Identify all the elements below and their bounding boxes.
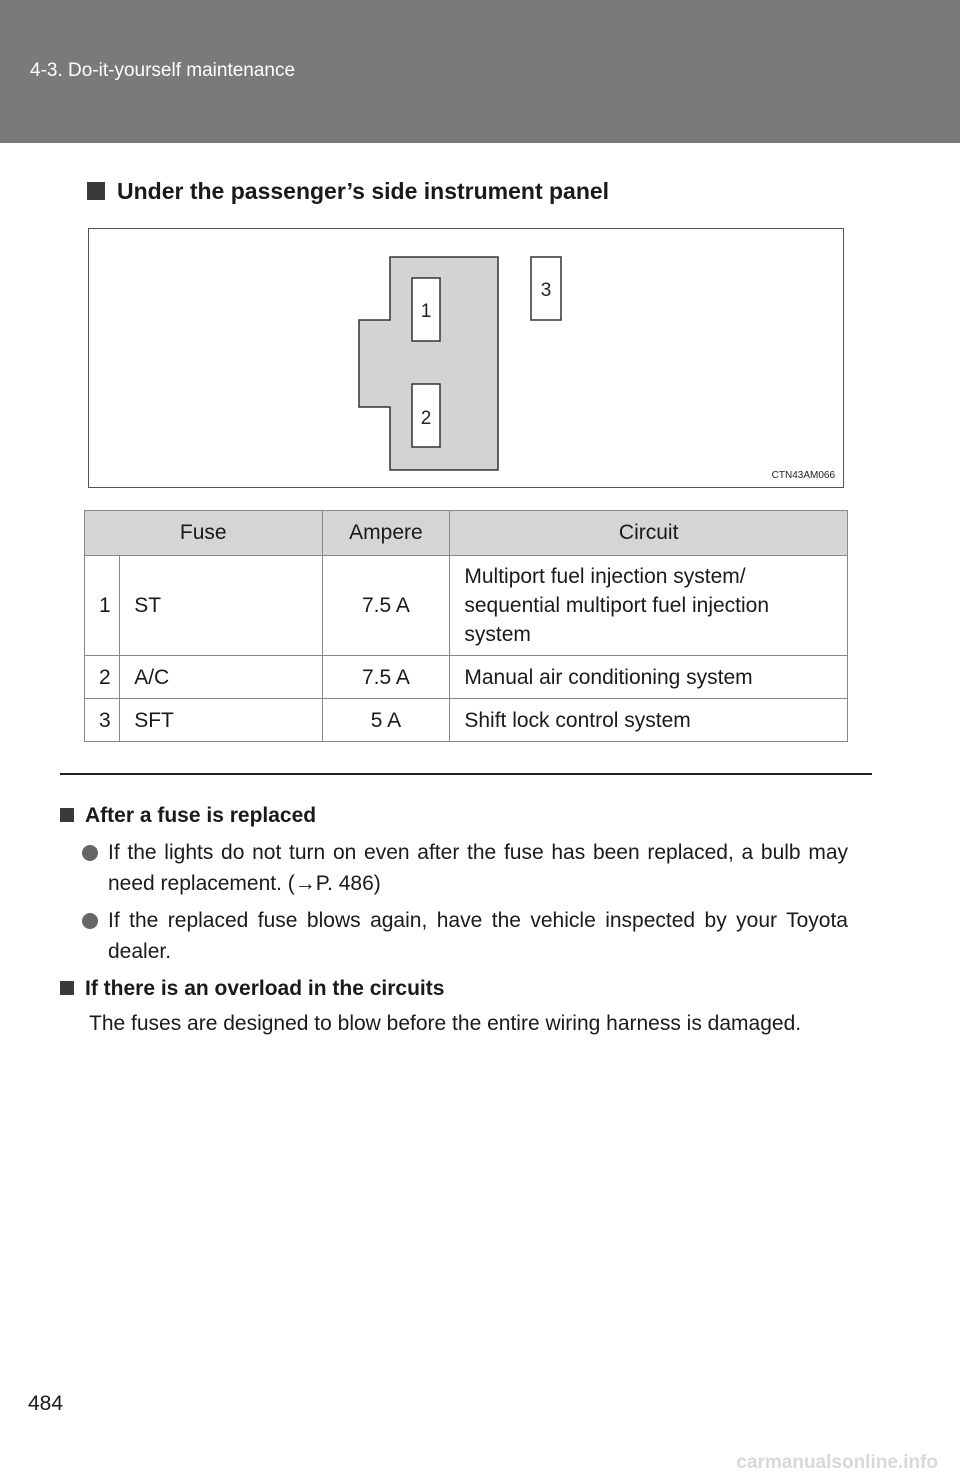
square-bullet-icon — [60, 808, 74, 822]
fuse-ampere: 7.5 A — [322, 556, 450, 656]
note-bullet-text: If the replaced fuse blows again, have the vehicle inspected by your Toyota dealer. — [108, 909, 848, 963]
fuse-label-3: 3 — [540, 280, 552, 301]
table-row — [85, 699, 848, 742]
note-bullet-text: If the lights do not turn on even after the fuse has been replaced, a bulb may need replacement. (→P. 486) — [108, 841, 848, 895]
header-circuit: Circuit — [450, 511, 848, 556]
fuse-box-diagram — [89, 229, 843, 487]
note-heading-text: If there is an overload in the circuits — [85, 977, 445, 1000]
fuse-number: 1 — [85, 556, 120, 656]
note-heading-overload — [60, 973, 860, 1004]
note-bullet — [60, 905, 848, 967]
fuse-label-1: 1 — [420, 301, 432, 322]
fuse-table — [84, 510, 848, 742]
fuse-ampere: 7.5 A — [322, 656, 450, 699]
table-row — [85, 556, 848, 656]
circle-bullet-icon — [82, 845, 98, 861]
watermark: carmanualsonline.info — [736, 1452, 938, 1473]
header-ampere: Ampere — [322, 511, 450, 556]
header-fuse: Fuse — [85, 511, 323, 556]
fuse-circuit: Manual air conditioning system — [450, 656, 848, 699]
figure-code: CTN43AM066 — [771, 470, 835, 481]
page-header — [0, 0, 960, 143]
chapter-title: 4-3. Do-it-yourself maintenance — [30, 60, 296, 81]
section-heading — [87, 178, 609, 205]
square-bullet-icon — [60, 981, 74, 995]
fuse-box-figure — [88, 228, 844, 488]
section-divider — [60, 773, 872, 775]
fuse-name: ST — [120, 556, 322, 656]
section-heading-text: Under the passenger’s side instrument panel — [117, 178, 610, 204]
square-bullet-icon — [87, 182, 105, 200]
note-paragraph: The fuses are designed to blow before the entire wiring harness is damaged. — [89, 1012, 802, 1035]
note-bullet — [60, 837, 848, 899]
fuse-name: SFT — [120, 699, 322, 742]
fuse-ampere: 5 A — [322, 699, 450, 742]
note-heading-after-fuse — [60, 800, 860, 831]
circle-bullet-icon — [82, 913, 98, 929]
note-heading-text: After a fuse is replaced — [85, 804, 317, 827]
fuse-circuit: Shift lock control system — [450, 699, 848, 742]
fuse-name: A/C — [120, 656, 322, 699]
fuse-number: 2 — [85, 656, 120, 699]
notes-section — [60, 800, 860, 1039]
table-header-row — [85, 511, 848, 556]
page-number: 484 — [28, 1392, 64, 1415]
fuse-number: 3 — [85, 699, 120, 742]
table-row — [85, 656, 848, 699]
fuse-label-2: 2 — [420, 408, 432, 429]
fuse-circuit: Multiport fuel injection system/ sequential multiport fuel injection system — [450, 556, 848, 656]
